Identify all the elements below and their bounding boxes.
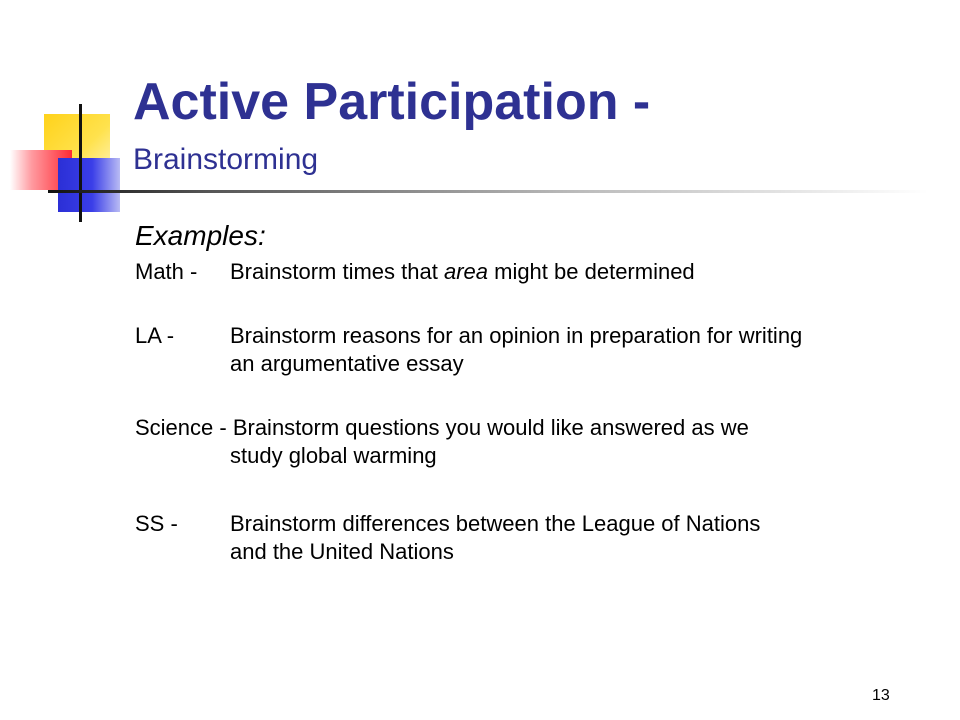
example-ss	[135, 510, 925, 566]
example-math	[135, 258, 925, 286]
slide-title: Active Participation -	[133, 73, 651, 131]
example-subject: SS -	[135, 511, 178, 536]
example-text: Brainstorm differences between the League of Nations and the United Nations	[230, 511, 761, 564]
example-text-part: Brainstorm times that	[230, 259, 444, 284]
example-text-line: study global warming	[230, 443, 437, 468]
decorative-blue-square	[58, 158, 120, 212]
example-text: Brainstorm reasons for an opinion in preparation for writing an argumentative essay	[230, 323, 803, 376]
example-text	[230, 258, 925, 286]
page-number: 13	[872, 687, 890, 704]
example-text-line: Science - Brainstorm questions you would like answered as we	[135, 415, 749, 440]
decorative-vertical-line	[79, 104, 82, 222]
example-text-part: might be determined	[488, 259, 695, 284]
decorative-horizontal-line	[48, 190, 928, 193]
slide-subtitle: Brainstorming	[133, 143, 319, 176]
example-emphasis: area	[443, 259, 488, 284]
example-la	[135, 322, 925, 378]
examples-heading: Examples:	[135, 220, 266, 251]
example-subject: LA -	[135, 323, 175, 348]
example-subject: Math -	[135, 259, 198, 284]
